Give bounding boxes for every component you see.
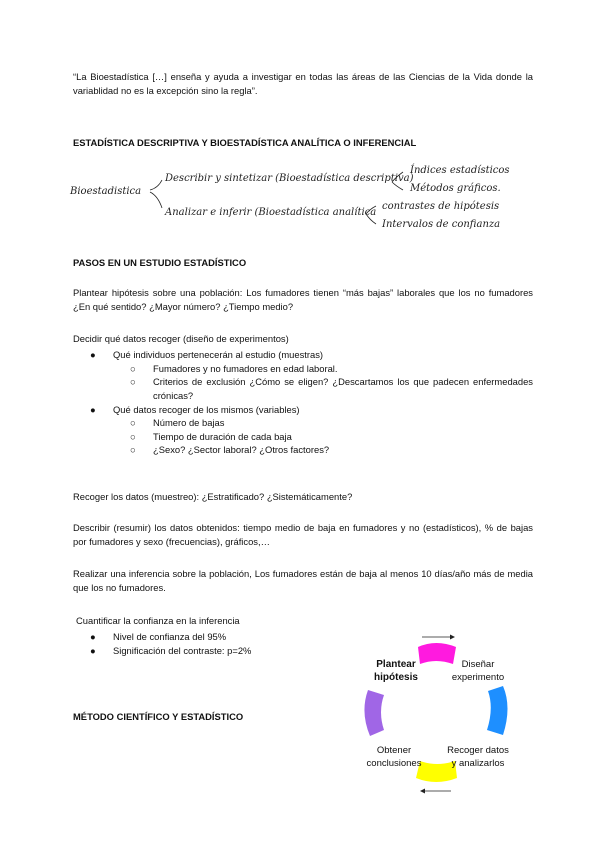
intro-quote: “La Bioestadística […] enseña y ayuda a investigar en todas las áreas de las Ciencias de la Vida donde la variablidad no es la excepción sino la regla”. — [73, 71, 533, 96]
paragraph-cuantificar: Cuantificar la confianza en la inferencia — [76, 615, 240, 626]
cycle-label-recoger: Recoger datos — [447, 745, 509, 756]
list-decidir — [90, 348, 533, 457]
paragraph-decidir-datos: Decidir qué datos recoger (diseño de experimentos) — [73, 333, 289, 344]
cycle-label-experimento: experimento — [451, 672, 505, 683]
diagram-item-contrastes: contrastes de hipótesis — [382, 201, 500, 212]
bullet-icon: ● — [90, 631, 96, 642]
list-subitem: ○ ¿Sexo? ¿Sector laboral? ¿Otros factores? — [130, 444, 330, 456]
cycle-label-plantear: Plantear — [376, 659, 416, 670]
subbullet-icon: ○ — [130, 430, 136, 442]
list-confianza — [90, 630, 350, 657]
cycle-segment-left — [364, 690, 384, 736]
list-item: ● Qué individuos pertenecerán al estudio (muestras) — [90, 349, 324, 360]
scientific-method-cycle — [330, 630, 540, 800]
arrow-left-icon — [420, 789, 425, 794]
cycle-label-hipotesis: hipótesis — [374, 672, 418, 683]
list-item: ● Significación del contraste: p=2% — [90, 644, 252, 656]
paragraph-plantear-hipotesis: Plantear hipótesis sobre una población: Los fumadores tienen “más bajas” laborales que los no fumadores ¿En qué sentido? ¿Mayor número? ¿Tiempo medio? — [73, 287, 533, 312]
cycle-label-conclusiones: conclusiones — [366, 758, 422, 769]
list-item: ● Qué datos recoger de los mismos (variables) — [90, 403, 300, 415]
list-subitem: ○ Criterios de exclusión ¿Cómo se eligen? ¿Descartamos los que padecen enfermedades crónicas? — [130, 376, 533, 401]
subbullet-icon: ○ — [130, 376, 136, 388]
diagram-branch-descriptive: Describir y sintetizar (Bioestadística descriptiva) — [165, 173, 414, 184]
list-subitem: ○ Número de bajas — [130, 417, 225, 429]
paragraph-recoger-datos: Recoger los datos (muestreo): ¿Estratificado? ¿Sistemáticamente? — [73, 491, 353, 502]
bioestadistica-diagram — [70, 160, 540, 240]
cycle-label-disenar: Diseñar — [461, 659, 495, 670]
bullet-icon: ● — [90, 403, 96, 415]
diagram-branch-analytic: Analizar e inferir (Bioestadística analítica — [165, 207, 377, 218]
bullet-icon: ● — [90, 349, 96, 360]
section-heading-metodo: MÉTODO CIENTÍFICO Y ESTADÍSTICO — [73, 711, 244, 722]
diagram-item-metodos: Métodos gráficos. — [410, 183, 501, 194]
subbullet-icon: ○ — [130, 417, 136, 429]
section-heading-descriptiva: ESTADÍSTICA DESCRIPTIVA Y BIOESTADÍSTICA ANALÍTICA O INFERENCIAL — [73, 137, 417, 148]
subbullet-icon: ○ — [130, 362, 136, 374]
bullet-icon: ● — [90, 644, 96, 656]
list-item: ● Nivel de confianza del 95% — [90, 631, 227, 642]
arrow-right-icon — [450, 635, 455, 640]
diagram-item-indices: Índices estadísticos — [410, 165, 510, 176]
list-subitem: ○ Tiempo de duración de cada baja — [130, 430, 292, 442]
subbullet-icon: ○ — [130, 444, 136, 456]
diagram-item-intervalos: Intervalos de confianza — [382, 219, 501, 230]
list-subitem: ○ Fumadores y no fumadores en edad laboral. — [130, 362, 338, 374]
diagram-root: Bioestadistica — [70, 186, 142, 197]
cycle-segment-top — [418, 643, 456, 664]
paragraph-inferencia: Realizar una inferencia sobre la población, Los fumadores están de baja al menos 10 días/año más de media que los no fumadores. — [73, 568, 533, 593]
section-heading-pasos: PASOS EN UN ESTUDIO ESTADÍSTICO — [73, 257, 247, 268]
cycle-label-obtener: Obtener — [376, 745, 412, 756]
cycle-label-analizarlos: y analizarlos — [451, 758, 505, 769]
cycle-segment-right — [487, 686, 508, 735]
paragraph-describir-datos: Describir (resumir) los datos obtenidos: tiempo medio de baja en fumadores y no (estadísticos), % de bajas por fumadores y sexo (frecuencias), gráficos,… — [73, 522, 533, 547]
